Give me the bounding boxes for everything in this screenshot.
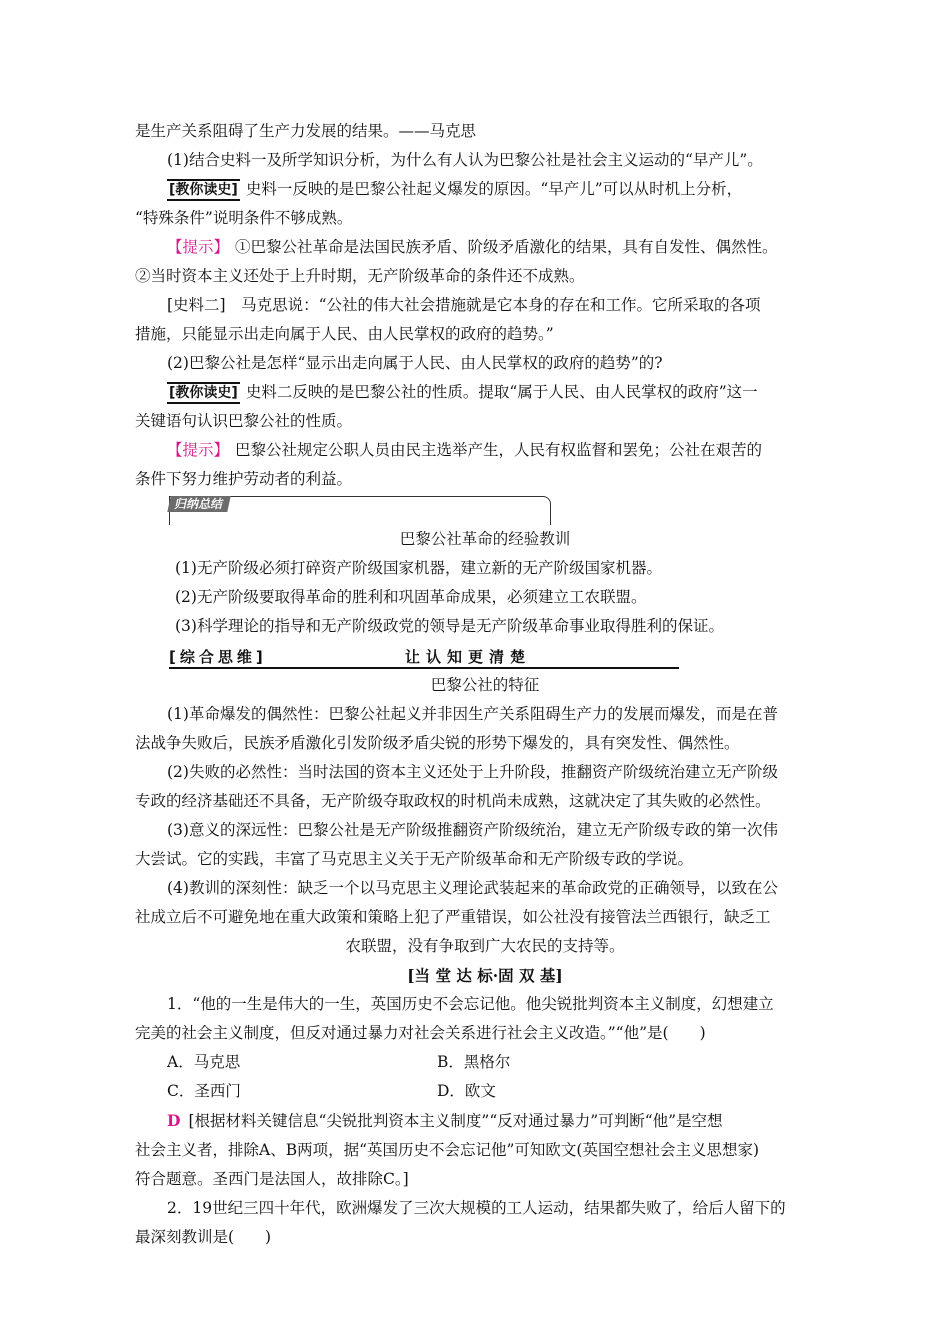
question-text: 最深刻教训是( ) [135, 1228, 272, 1246]
option-c: C．圣西门 [167, 1082, 241, 1100]
summary-item: (1)无产阶级必须打碎资产阶级国家机器，建立新的无产阶级国家机器。 [175, 559, 662, 577]
section-header [135, 643, 835, 671]
question-text: 完美的社会主义制度，但反对通过暴力对社会关系进行社会主义改造。”“他”是( ) [135, 1024, 706, 1042]
text-line: 农联盟，没有争取到广大农民的支持等。 [345, 937, 625, 955]
question-text: 1．“他的一生是伟大的一生，英国历史不会忘记他。他尖锐批判资本主义制度，幻想建立 [167, 995, 774, 1013]
answer-text: 社会主义者，排除A、B两项，据“英国历史不会忘记他”可知欧文(英国空想社会主义思想家) [135, 1141, 760, 1159]
summary-label: 归纳总结 [167, 496, 230, 512]
text-line: (4)教训的深刻性：缺乏一个以马克思主义理论武装起来的革命政党的正确领导，以致在公 [167, 879, 778, 897]
section-title: [当 堂 达 标·固 双 基] [407, 966, 563, 985]
option-d: D．欧文 [437, 1082, 496, 1100]
option-a: A．马克思 [167, 1053, 241, 1071]
summary-item: (2)无产阶级要取得革命的胜利和巩固革命成果，必须建立工农联盟。 [175, 588, 647, 606]
hint-line: 【提示】 ①巴黎公社革命是法国民族矛盾、阶级矛盾激化的结果，具有自发性、偶然性。 [167, 238, 778, 256]
feature-title: 巴黎公社的特征 [430, 676, 540, 694]
read-history-tag: [教你读史] [167, 179, 240, 201]
summary-item: (3)科学理论的指导和无产阶级政党的领导是无产阶级革命事业取得胜利的保证。 [175, 617, 724, 635]
answer-text: 符合题意。圣西门是法国人，故排除C。] [135, 1170, 409, 1188]
hint-label: 【提示】 [167, 441, 230, 459]
text-line: “特殊条件”说明条件不够成熟。 [135, 209, 353, 227]
text-line: 专政的经济基础还不具备，无产阶级夺取政权的时机尚未成熟，这就决定了其失败的必然性。 [135, 792, 771, 810]
answer-letter: D [167, 1111, 181, 1130]
divider [169, 667, 679, 669]
question-text: 2．19世纪三四十年代，欧洲爆发了三次大规模的工人运动，结果都失败了，给后人留下的 [167, 1199, 786, 1217]
read-history-line: [教你读史] 史料一反映的是巴黎公社起义爆发的原因。“早产儿”可以从时机上分析， [135, 175, 835, 204]
text-line: (3)意义的深远性：巴黎公社是无产阶级推翻资产阶级统治，建立无产阶级专政的第一次伟 [167, 821, 778, 839]
text-line: 措施，只能显示出走向属于人民、由人民掌权的政府的趋势。” [135, 325, 554, 343]
text-line: 关键语句认识巴黎公社的性质。 [135, 412, 353, 430]
document-page [135, 117, 835, 1252]
read-history-tag: [教你读史] [167, 382, 240, 404]
hint-line: 【提示】 巴黎公社规定公职人员由民主选举产生，人民有权监督和罢免；公社在艰苦的 [167, 441, 763, 459]
question-1: (1)结合史料一及所学知识分析，为什么有人认为巴黎公社是社会主义运动的“早产儿”。 [167, 151, 763, 169]
text-line: 社成立后不可避免地在重大政策和策略上犯了严重错误，如公社没有接管法兰西银行，缺乏工 [135, 908, 771, 926]
text-line: 法战争失败后，民族矛盾激化引发阶级矛盾尖锐的形势下爆发的，具有突发性、偶然性。 [135, 734, 740, 752]
question-2: (2)巴黎公社是怎样“显示出走向属于人民、由人民掌权的政府的趋势”的? [167, 354, 663, 372]
options-row [135, 1077, 835, 1106]
text-line: (1)革命爆发的偶然性：巴黎公社起义并非因生产关系阻碍生产力的发展而爆发，而是在普 [167, 705, 778, 723]
hint-label: 【提示】 [167, 238, 230, 256]
text-line: ②当时资本主义还处于上升时期，无产阶级革命的条件还不成熟。 [135, 267, 585, 285]
text-line: 是生产关系阻碍了生产力发展的结果。——马克思 [135, 122, 477, 140]
read-history-line: [教你读史] 史料二反映的是巴黎公社的性质。提取“属于人民、由人民掌权的政府”这一 [135, 378, 835, 407]
section-subtitle: 让认知更清楚 [405, 648, 532, 666]
text-line: 大尝试。它的实践，丰富了马克思主义关于无产阶级革命和无产阶级专政的学说。 [135, 850, 694, 868]
text-line: (2)失败的必然性：当时法国的资本主义还处于上升阶段，推翻资产阶级统治建立无产阶级 [167, 763, 778, 781]
option-b: B．黑格尔 [437, 1053, 511, 1071]
options-row [135, 1048, 835, 1077]
source-2: [史料二] 马克思说：“公社的伟大社会措施就是它本身的存在和工作。它所采取的各项 [167, 296, 761, 314]
text-line: 条件下努力维护劳动者的利益。 [135, 470, 353, 488]
summary-box [169, 496, 551, 525]
summary-title: 巴黎公社革命的经验教训 [399, 530, 571, 548]
answer-line: D [根据材料关键信息“尖锐批判资本主义制度”“反对通过暴力”可判断“他”是空想 [167, 1111, 723, 1130]
section-label: [综合思维] [169, 648, 267, 666]
